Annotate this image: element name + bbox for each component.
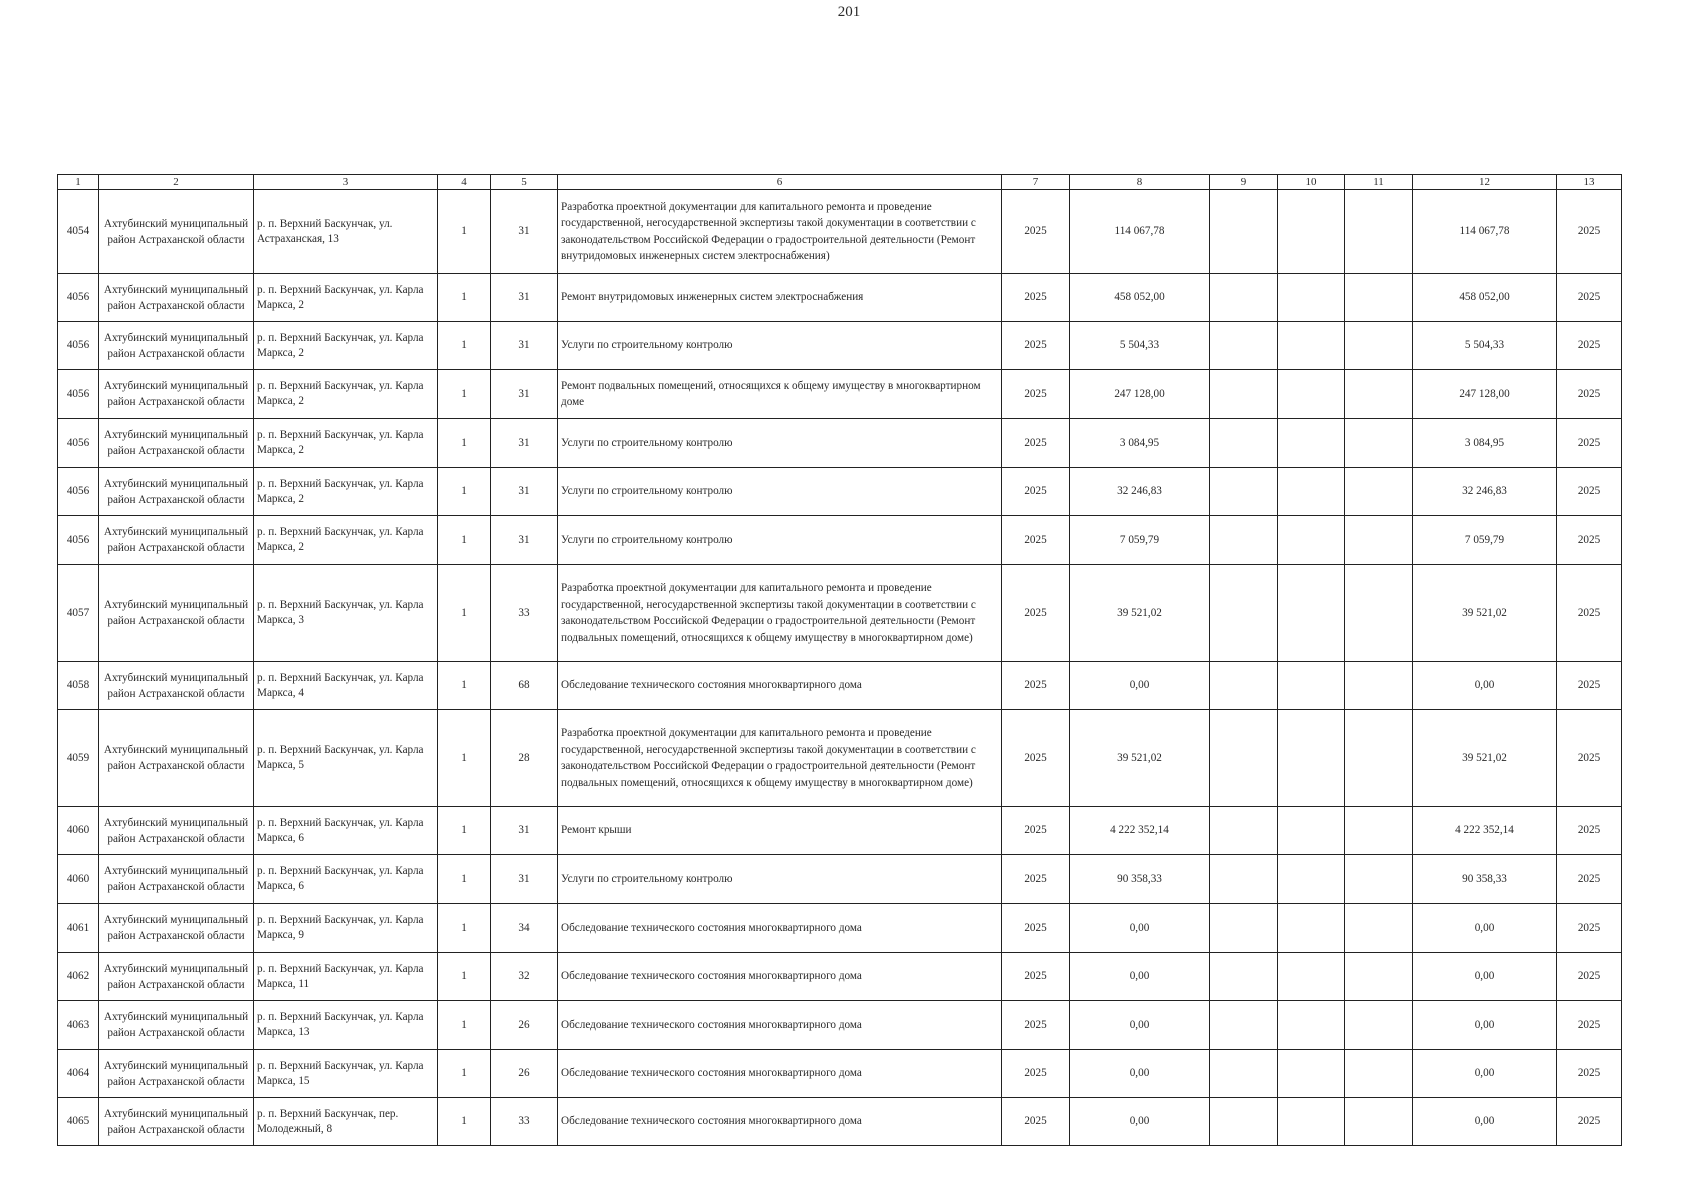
year-cell: 2025 [1002,274,1070,322]
row-id-cell: 4061 [58,904,99,953]
col11-cell [1345,516,1413,565]
col9-cell [1210,807,1278,855]
total-cost-cell: 0,00 [1070,662,1210,710]
municipality-cell: Ахтубинский муниципальный район Астраханской области [99,1001,254,1050]
total-cost-cell: 32 246,83 [1070,468,1210,516]
col5-cell: 31 [491,322,558,370]
col10-cell [1278,274,1345,322]
municipality-cell: Ахтубинский муниципальный район Астраханской области [99,662,254,710]
col5-cell: 33 [491,565,558,662]
col9-cell [1210,953,1278,1001]
table-row [58,274,1622,322]
year-cell: 2025 [1002,419,1070,468]
col13-year-cell: 2025 [1557,807,1622,855]
address-cell: р. п. Верхний Баскунчак, ул. Карла Маркса, 3 [254,565,438,662]
col4-cell: 1 [438,855,491,904]
col11-cell [1345,1001,1413,1050]
column-number-row [58,175,1622,190]
col5-cell: 31 [491,419,558,468]
col13-year-cell: 2025 [1557,1050,1622,1098]
col5-cell: 31 [491,468,558,516]
col11-cell [1345,322,1413,370]
table-row [58,1001,1622,1050]
table-header [58,175,1622,190]
municipality-cell: Ахтубинский муниципальный район Астраханской области [99,1098,254,1146]
total-cost-cell: 5 504,33 [1070,322,1210,370]
column-header: 5 [491,175,558,190]
work-description-cell: Обследование технического состояния многоквартирного дома [558,662,1002,710]
total-cost-cell: 247 128,00 [1070,370,1210,419]
col9-cell [1210,370,1278,419]
row-id-cell: 4065 [58,1098,99,1146]
column-header: 10 [1278,175,1345,190]
col10-cell [1278,1098,1345,1146]
col12-cost-cell: 3 084,95 [1413,419,1557,468]
col4-cell: 1 [438,904,491,953]
col13-year-cell: 2025 [1557,1001,1622,1050]
col10-cell [1278,419,1345,468]
table-row [58,807,1622,855]
work-description-cell: Ремонт крыши [558,807,1002,855]
col12-cost-cell: 39 521,02 [1413,565,1557,662]
municipality-cell: Ахтубинский муниципальный район Астраханской области [99,904,254,953]
col10-cell [1278,855,1345,904]
col10-cell [1278,468,1345,516]
page-number: 201 [837,4,861,20]
year-cell: 2025 [1002,953,1070,1001]
address-cell: р. п. Верхний Баскунчак, пер. Молодежный, 8 [254,1098,438,1146]
col11-cell [1345,565,1413,662]
municipality-cell: Ахтубинский муниципальный район Астраханской области [99,370,254,419]
col11-cell [1345,190,1413,274]
address-cell: р. п. Верхний Баскунчак, ул. Карла Маркса, 4 [254,662,438,710]
column-header: 2 [99,175,254,190]
col10-cell [1278,1001,1345,1050]
work-description-cell: Обследование технического состояния многоквартирного дома [558,953,1002,1001]
municipality-cell: Ахтубинский муниципальный район Астраханской области [99,516,254,565]
col10-cell [1278,662,1345,710]
col11-cell [1345,662,1413,710]
row-id-cell: 4056 [58,370,99,419]
row-id-cell: 4056 [58,419,99,468]
work-description-cell: Обследование технического состояния многоквартирного дома [558,1098,1002,1146]
col13-year-cell: 2025 [1557,904,1622,953]
address-cell: р. п. Верхний Баскунчак, ул. Карла Маркса, 2 [254,516,438,565]
row-id-cell: 4056 [58,274,99,322]
address-cell: р. п. Верхний Баскунчак, ул. Карла Маркса, 9 [254,904,438,953]
col13-year-cell: 2025 [1557,710,1622,807]
total-cost-cell: 0,00 [1070,953,1210,1001]
col12-cost-cell: 0,00 [1413,1098,1557,1146]
address-cell: р. п. Верхний Баскунчак, ул. Карла Маркса, 2 [254,274,438,322]
col9-cell [1210,1098,1278,1146]
municipality-cell: Ахтубинский муниципальный район Астраханской области [99,855,254,904]
total-cost-cell: 0,00 [1070,1001,1210,1050]
col13-year-cell: 2025 [1557,565,1622,662]
year-cell: 2025 [1002,807,1070,855]
municipality-cell: Ахтубинский муниципальный район Астраханской области [99,565,254,662]
table-row [58,516,1622,565]
col10-cell [1278,904,1345,953]
col13-year-cell: 2025 [1557,190,1622,274]
column-header: 8 [1070,175,1210,190]
col11-cell [1345,1098,1413,1146]
work-description-cell: Услуги по строительному контролю [558,855,1002,904]
column-header: 13 [1557,175,1622,190]
address-cell: р. п. Верхний Баскунчак, ул. Карла Маркса, 6 [254,807,438,855]
work-description-cell: Обследование технического состояния многоквартирного дома [558,1001,1002,1050]
work-description-cell: Разработка проектной документации для капитального ремонта и проведение государственной, негосударственной экспертизы такой документации в соответствии с законодательством Российской Федерации о градостроительной деятельности (Ремонт подвальных помещений, относящихся к общему имуществу в многоквартирном доме) [558,565,1002,662]
total-cost-cell: 3 084,95 [1070,419,1210,468]
col12-cost-cell: 5 504,33 [1413,322,1557,370]
municipality-cell: Ахтубинский муниципальный район Астраханской области [99,190,254,274]
col12-cost-cell: 247 128,00 [1413,370,1557,419]
column-header: 3 [254,175,438,190]
address-cell: р. п. Верхний Баскунчак, ул. Карла Маркса, 2 [254,468,438,516]
total-cost-cell: 39 521,02 [1070,565,1210,662]
address-cell: р. п. Верхний Баскунчак, ул. Карла Маркса, 2 [254,322,438,370]
year-cell: 2025 [1002,855,1070,904]
total-cost-cell: 39 521,02 [1070,710,1210,807]
col12-cost-cell: 32 246,83 [1413,468,1557,516]
col4-cell: 1 [438,190,491,274]
row-id-cell: 4064 [58,1050,99,1098]
col12-cost-cell: 90 358,33 [1413,855,1557,904]
col10-cell [1278,370,1345,419]
work-description-cell: Ремонт подвальных помещений, относящихся к общему имуществу в многоквартирном доме [558,370,1002,419]
col12-cost-cell: 0,00 [1413,1001,1557,1050]
col9-cell [1210,904,1278,953]
total-cost-cell: 4 222 352,14 [1070,807,1210,855]
col9-cell [1210,468,1278,516]
col9-cell [1210,1050,1278,1098]
column-header: 9 [1210,175,1278,190]
table-row [58,710,1622,807]
work-description-cell: Услуги по строительному контролю [558,468,1002,516]
col10-cell [1278,322,1345,370]
year-cell: 2025 [1002,1050,1070,1098]
table-row [58,419,1622,468]
row-id-cell: 4063 [58,1001,99,1050]
capital-repair-table [57,174,1622,1146]
address-cell: р. п. Верхний Баскунчак, ул. Карла Маркса, 5 [254,710,438,807]
col9-cell [1210,419,1278,468]
col10-cell [1278,807,1345,855]
row-id-cell: 4060 [58,855,99,904]
col9-cell [1210,190,1278,274]
total-cost-cell: 0,00 [1070,1098,1210,1146]
col4-cell: 1 [438,710,491,807]
table-row [58,904,1622,953]
address-cell: р. п. Верхний Баскунчак, ул. Карла Маркса, 15 [254,1050,438,1098]
work-description-cell: Обследование технического состояния многоквартирного дома [558,1050,1002,1098]
year-cell: 2025 [1002,190,1070,274]
col12-cost-cell: 4 222 352,14 [1413,807,1557,855]
municipality-cell: Ахтубинский муниципальный район Астраханской области [99,710,254,807]
col4-cell: 1 [438,370,491,419]
col4-cell: 1 [438,953,491,1001]
col12-cost-cell: 7 059,79 [1413,516,1557,565]
col10-cell [1278,190,1345,274]
col13-year-cell: 2025 [1557,662,1622,710]
column-header: 11 [1345,175,1413,190]
work-description-cell: Обследование технического состояния многоквартирного дома [558,904,1002,953]
municipality-cell: Ахтубинский муниципальный район Астраханской области [99,274,254,322]
col4-cell: 1 [438,419,491,468]
col5-cell: 31 [491,190,558,274]
table-row [58,855,1622,904]
work-description-cell: Ремонт внутридомовых инженерных систем электроснабжения [558,274,1002,322]
col9-cell [1210,710,1278,807]
total-cost-cell: 0,00 [1070,1050,1210,1098]
col13-year-cell: 2025 [1557,370,1622,419]
table-row [58,662,1622,710]
col5-cell: 34 [491,904,558,953]
municipality-cell: Ахтубинский муниципальный район Астраханской области [99,953,254,1001]
column-header: 12 [1413,175,1557,190]
total-cost-cell: 458 052,00 [1070,274,1210,322]
col5-cell: 28 [491,710,558,807]
col5-cell: 33 [491,1098,558,1146]
total-cost-cell: 0,00 [1070,904,1210,953]
col9-cell [1210,1001,1278,1050]
address-cell: р. п. Верхний Баскунчак, ул. Карла Маркса, 2 [254,370,438,419]
row-id-cell: 4056 [58,516,99,565]
col11-cell [1345,274,1413,322]
year-cell: 2025 [1002,370,1070,419]
year-cell: 2025 [1002,516,1070,565]
col13-year-cell: 2025 [1557,322,1622,370]
col9-cell [1210,274,1278,322]
col4-cell: 1 [438,1098,491,1146]
col12-cost-cell: 0,00 [1413,953,1557,1001]
col12-cost-cell: 0,00 [1413,904,1557,953]
col13-year-cell: 2025 [1557,274,1622,322]
column-header: 6 [558,175,1002,190]
table-row [58,190,1622,274]
col10-cell [1278,516,1345,565]
col9-cell [1210,855,1278,904]
year-cell: 2025 [1002,322,1070,370]
col11-cell [1345,370,1413,419]
col11-cell [1345,855,1413,904]
year-cell: 2025 [1002,662,1070,710]
address-cell: р. п. Верхний Баскунчак, ул. Карла Маркса, 2 [254,419,438,468]
col4-cell: 1 [438,1001,491,1050]
col5-cell: 26 [491,1050,558,1098]
row-id-cell: 4059 [58,710,99,807]
col12-cost-cell: 0,00 [1413,662,1557,710]
col11-cell [1345,468,1413,516]
work-description-cell: Услуги по строительному контролю [558,516,1002,565]
col5-cell: 31 [491,807,558,855]
table-row [58,370,1622,419]
address-cell: р. п. Верхний Баскунчак, ул. Карла Маркса, 13 [254,1001,438,1050]
year-cell: 2025 [1002,1001,1070,1050]
municipality-cell: Ахтубинский муниципальный район Астраханской области [99,322,254,370]
col9-cell [1210,322,1278,370]
col4-cell: 1 [438,468,491,516]
work-description-cell: Услуги по строительному контролю [558,322,1002,370]
row-id-cell: 4054 [58,190,99,274]
col13-year-cell: 2025 [1557,468,1622,516]
table-row [58,1050,1622,1098]
col10-cell [1278,710,1345,807]
table-row [58,565,1622,662]
col12-cost-cell: 114 067,78 [1413,190,1557,274]
year-cell: 2025 [1002,904,1070,953]
col13-year-cell: 2025 [1557,419,1622,468]
year-cell: 2025 [1002,1098,1070,1146]
table-body [58,190,1622,1146]
col13-year-cell: 2025 [1557,1098,1622,1146]
municipality-cell: Ахтубинский муниципальный район Астраханской области [99,468,254,516]
col11-cell [1345,904,1413,953]
municipality-cell: Ахтубинский муниципальный район Астраханской области [99,807,254,855]
address-cell: р. п. Верхний Баскунчак, ул. Астраханская, 13 [254,190,438,274]
address-cell: р. п. Верхний Баскунчак, ул. Карла Маркса, 11 [254,953,438,1001]
year-cell: 2025 [1002,468,1070,516]
col9-cell [1210,662,1278,710]
col10-cell [1278,953,1345,1001]
col5-cell: 31 [491,370,558,419]
row-id-cell: 4058 [58,662,99,710]
total-cost-cell: 7 059,79 [1070,516,1210,565]
col5-cell: 32 [491,953,558,1001]
municipality-cell: Ахтубинский муниципальный район Астраханской области [99,1050,254,1098]
work-description-cell: Услуги по строительному контролю [558,419,1002,468]
col12-cost-cell: 458 052,00 [1413,274,1557,322]
col4-cell: 1 [438,322,491,370]
address-cell: р. п. Верхний Баскунчак, ул. Карла Маркса, 6 [254,855,438,904]
table-row [58,322,1622,370]
year-cell: 2025 [1002,710,1070,807]
col5-cell: 31 [491,516,558,565]
col4-cell: 1 [438,516,491,565]
col5-cell: 68 [491,662,558,710]
col11-cell [1345,953,1413,1001]
col11-cell [1345,1050,1413,1098]
row-id-cell: 4060 [58,807,99,855]
col5-cell: 31 [491,855,558,904]
col13-year-cell: 2025 [1557,953,1622,1001]
total-cost-cell: 114 067,78 [1070,190,1210,274]
col11-cell [1345,710,1413,807]
col4-cell: 1 [438,662,491,710]
col10-cell [1278,565,1345,662]
column-header: 1 [58,175,99,190]
col13-year-cell: 2025 [1557,855,1622,904]
col10-cell [1278,1050,1345,1098]
row-id-cell: 4062 [58,953,99,1001]
column-header: 4 [438,175,491,190]
row-id-cell: 4056 [58,468,99,516]
col4-cell: 1 [438,565,491,662]
work-description-cell: Разработка проектной документации для капитального ремонта и проведение государственной, негосударственной экспертизы такой документации в соответствии с законодательством Российской Федерации о градостроительной деятельности (Ремонт внутридомовых инженерных систем электроснабжения) [558,190,1002,274]
col4-cell: 1 [438,807,491,855]
col9-cell [1210,565,1278,662]
table-row [58,1098,1622,1146]
col12-cost-cell: 0,00 [1413,1050,1557,1098]
table-row [58,953,1622,1001]
col9-cell [1210,516,1278,565]
col5-cell: 26 [491,1001,558,1050]
col12-cost-cell: 39 521,02 [1413,710,1557,807]
col4-cell: 1 [438,1050,491,1098]
col5-cell: 31 [491,274,558,322]
col4-cell: 1 [438,274,491,322]
total-cost-cell: 90 358,33 [1070,855,1210,904]
col11-cell [1345,807,1413,855]
work-description-cell: Разработка проектной документации для капитального ремонта и проведение государственной, негосударственной экспертизы такой документации в соответствии с законодательством Российской Федерации о градостроительной деятельности (Ремонт подвальных помещений, относящихся к общему имуществу в многоквартирном доме) [558,710,1002,807]
col13-year-cell: 2025 [1557,516,1622,565]
row-id-cell: 4057 [58,565,99,662]
table-row [58,468,1622,516]
column-header: 7 [1002,175,1070,190]
col11-cell [1345,419,1413,468]
row-id-cell: 4056 [58,322,99,370]
municipality-cell: Ахтубинский муниципальный район Астраханской области [99,419,254,468]
year-cell: 2025 [1002,565,1070,662]
